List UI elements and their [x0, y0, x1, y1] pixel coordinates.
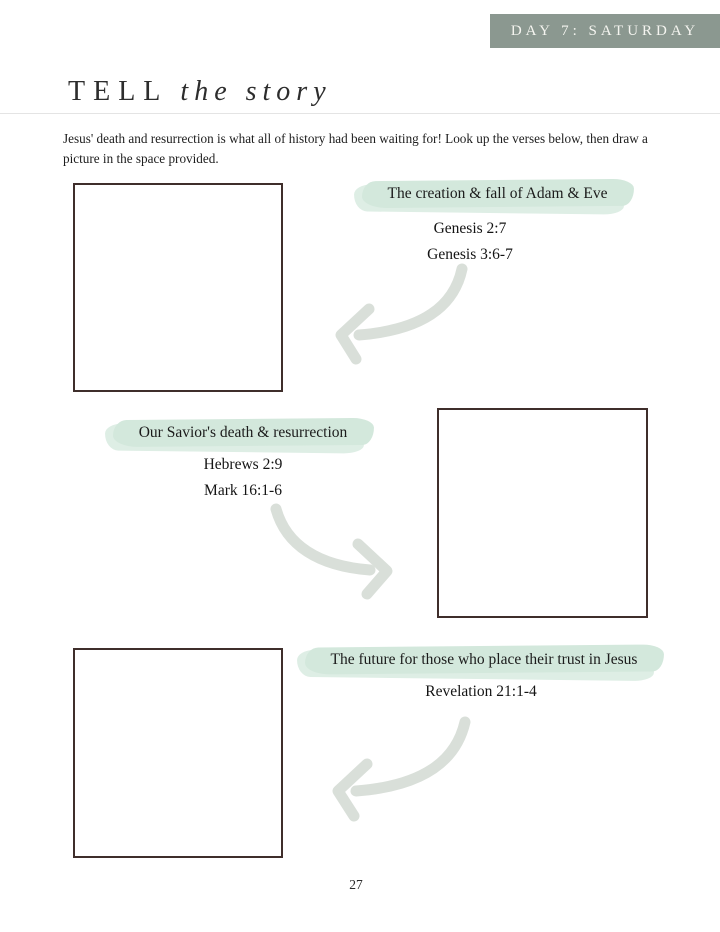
- drawing-box-future: [73, 648, 283, 858]
- drawing-box-creation: [73, 183, 283, 392]
- highlight-future: The future for those who place their trust in Jesus: [325, 648, 644, 672]
- title-divider: [0, 113, 720, 114]
- curved-arrow-left-icon: [325, 260, 475, 365]
- page-title-main: TELL: [68, 76, 169, 107]
- section-heading-future: [300, 648, 668, 672]
- intro-text: Jesus' death and resurrection is what all of history had been waiting for! Look up the verses below, then draw a picture in the space provided.: [63, 131, 648, 167]
- verse-list-future: [366, 679, 596, 705]
- section-heading-creation: [330, 182, 665, 206]
- highlight-resurrection: Our Savior's death & resurrection: [133, 421, 354, 445]
- verse-reference: Revelation 21:1-4: [425, 683, 537, 700]
- day-banner-label: DAY 7: SATURDAY: [510, 22, 700, 39]
- verse-reference: Mark 16:1-6: [204, 482, 282, 499]
- curved-arrow-right-icon: [248, 500, 400, 600]
- page-title-script: the story: [180, 76, 332, 107]
- page-title: [68, 76, 332, 108]
- drawing-box-resurrection: [437, 408, 648, 618]
- curved-arrow-left-icon: [320, 712, 478, 824]
- highlight-creation: The creation & fall of Adam & Eve: [382, 182, 614, 206]
- verse-reference: Genesis 3:6-7: [427, 246, 513, 263]
- verse-list-resurrection: [128, 452, 358, 504]
- day-banner: [490, 14, 720, 48]
- verse-reference: Hebrews 2:9: [203, 456, 283, 473]
- section-heading-resurrection: [108, 421, 378, 445]
- page-number: 27: [349, 877, 363, 892]
- verse-reference: Genesis 2:7: [433, 220, 507, 237]
